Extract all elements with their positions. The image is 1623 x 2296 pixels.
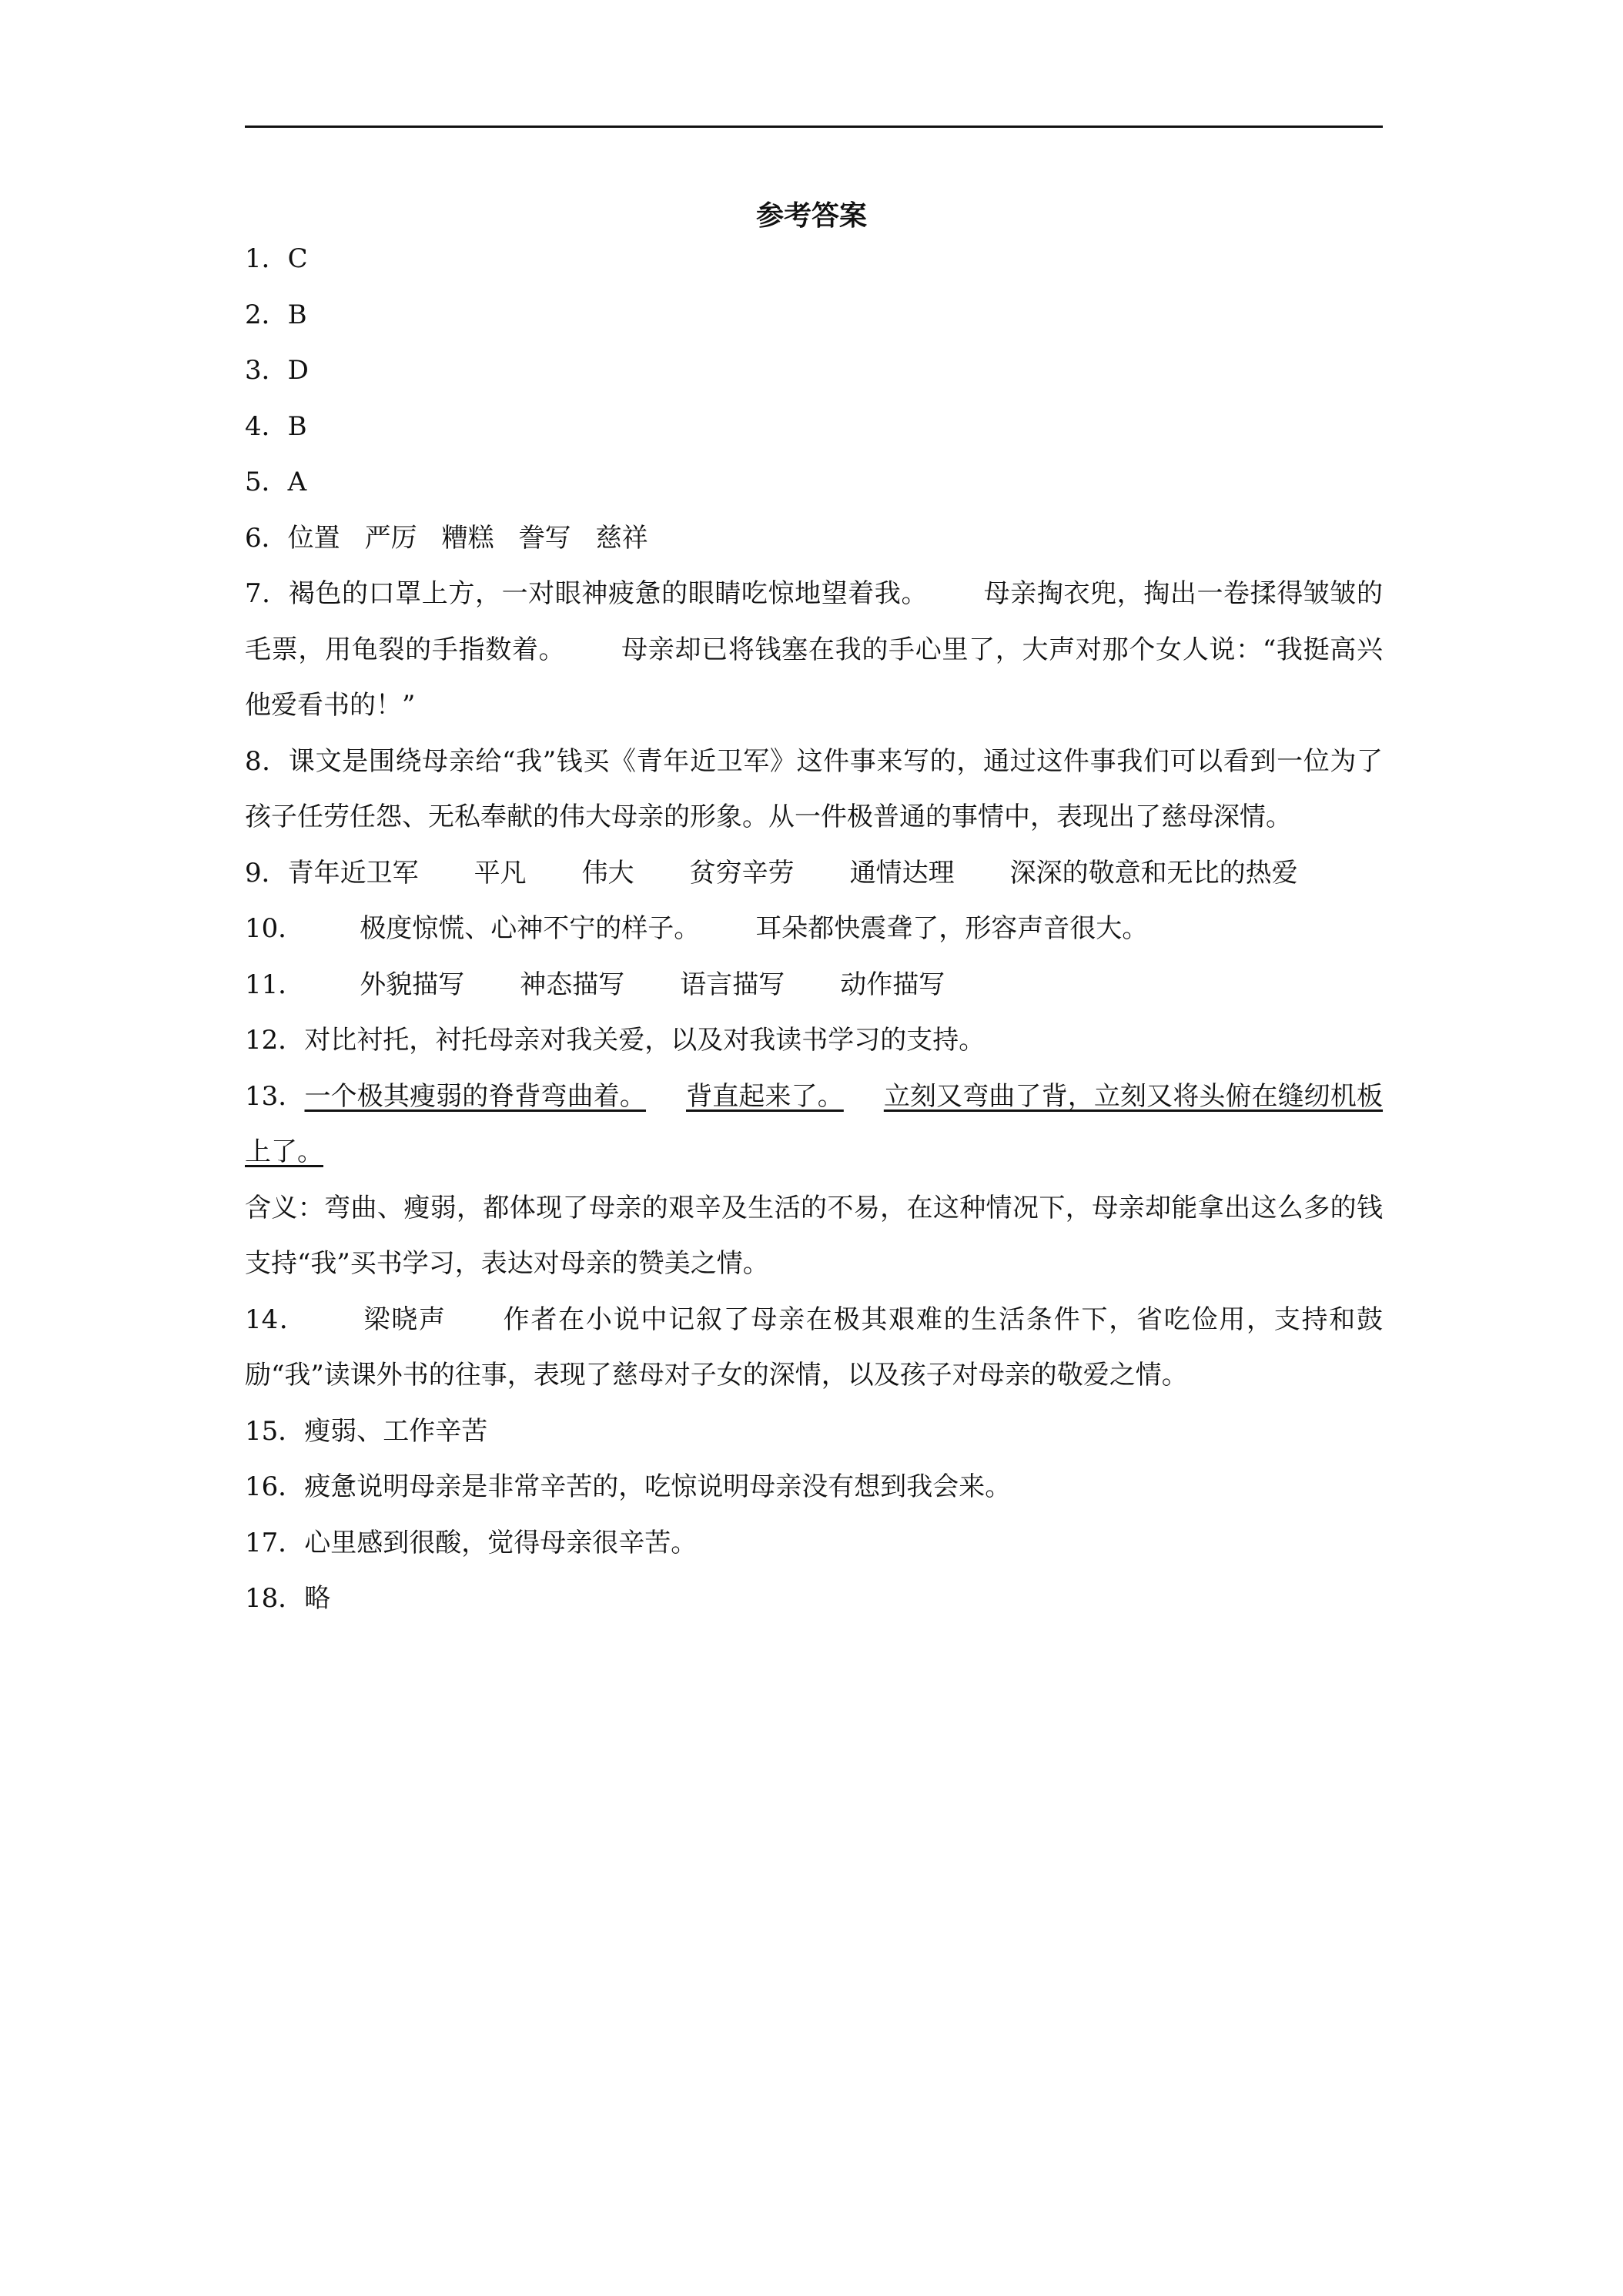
answer-6 (245, 510, 1383, 567)
answer-part: 褐色的口罩上方，一对眼神疲惫的眼睛吃惊地望着我。 (288, 578, 929, 609)
answer-part: 通情达理 (849, 857, 955, 889)
answer-text: D (287, 355, 309, 386)
answer-text: 心里感到很酸，觉得母亲很辛苦。 (304, 1527, 698, 1558)
answer-text: 对比衬托，衬托母亲对我关爱，以及对我读书学习的支持。 (304, 1025, 986, 1056)
answer-text: 课文是围绕母亲给“我”钱买《青年近卫军》这件事来写的，通过这件事我们可以看到一位为了孩子任劳任怨、无私奉献的伟大母亲的形象。从一件极普通的事情中，表现出了慈母深情。 (245, 745, 1383, 832)
answer-number: 14． (245, 1304, 307, 1335)
answer-text: 瘦弱、工作辛苦 (304, 1415, 488, 1447)
header-rule (245, 126, 1383, 128)
answer-text: 疲惫说明母亲是非常辛苦的，吃惊说明母亲没有想到我会来。 (304, 1471, 1012, 1502)
answer-13 (245, 1069, 1383, 1180)
answer-2 (245, 287, 1383, 343)
answer-part: 贫穷辛劳 (689, 857, 795, 889)
answer-12 (245, 1012, 1383, 1069)
answer-part: 耳朵都快震聋了，形容声音很大。 (755, 913, 1149, 944)
answer-part: 立刻又弯曲了背，立刻又将头俯在缝纫机板上了。 (245, 1080, 1384, 1167)
answer-16 (245, 1459, 1383, 1515)
answer-9 (245, 845, 1383, 902)
answer-text: B (287, 410, 307, 442)
answer-part: 极度惊慌、心神不宁的样子。 (360, 913, 701, 944)
answer-text: A (287, 467, 307, 497)
answer-13-meaning: 含义：弯曲、瘦弱，都体现了母亲的艰辛及生活的不易，在这种情况下，母亲却能拿出这么多的钱支持“我”买书学习，表达对母亲的赞美之情。 (245, 1192, 1383, 1279)
answer-8 (245, 734, 1383, 845)
answer-text: C (287, 243, 308, 274)
answer-4 (245, 399, 1383, 455)
answer-5 (245, 454, 1383, 510)
answer-11 (245, 957, 1383, 1013)
answer-number: 10． (245, 913, 305, 944)
answer-17 (245, 1515, 1383, 1571)
answer-number: 12． (245, 1025, 305, 1056)
answer-part: 母亲却已将钱塞在我的手心里了，大声对那个女人说：“我挺高兴他爱看书的！” (245, 634, 1383, 721)
answer-15 (245, 1404, 1383, 1460)
answer-part: 背直起来了。 (686, 1080, 844, 1112)
answer-10 (245, 901, 1383, 957)
answer-part: 作者在小说中记叙了母亲在极其艰难的生活条件下，省吃俭用，支持和鼓励“我”读课外书的往事，表现了慈母对子女的深情，以及孩子对母亲的敬爱之情。 (245, 1304, 1384, 1391)
answer-number: 9． (245, 857, 288, 889)
answer-18 (245, 1571, 1383, 1627)
answer-3 (245, 343, 1383, 399)
answer-part: 慈祥 (595, 522, 648, 554)
page-title: 参考答案 (755, 199, 867, 232)
answer-part: 母亲掏衣兜，掏出一卷揉得皱皱的毛票，用龟裂的手指数着。 (245, 578, 1384, 665)
answer-part: 誊写 (518, 522, 571, 554)
answer-part: 神态描写 (520, 969, 625, 1000)
answer-7 (245, 566, 1383, 734)
answer-part: 梁晓声 (362, 1304, 447, 1335)
answer-number: 4． (245, 410, 288, 442)
answer-part: 语言描写 (680, 969, 785, 1000)
answer-number: 16． (245, 1471, 305, 1502)
answer-part: 青年近卫军 (287, 857, 419, 889)
answer-number: 15． (245, 1415, 305, 1447)
answer-part: 平凡 (474, 857, 527, 889)
answer-part: 伟大 (581, 857, 634, 889)
answer-number: 8． (245, 745, 289, 777)
answer-14 (245, 1292, 1383, 1404)
answer-number: 18． (245, 1583, 305, 1614)
answer-part: 位置 (287, 522, 340, 554)
answer-part: 动作描写 (840, 969, 945, 1000)
answer-number: 3． (245, 355, 288, 386)
answer-part: 深深的敬意和无比的热爱 (1009, 857, 1298, 889)
answer-list (245, 231, 1383, 1627)
answer-number: 17． (245, 1527, 305, 1558)
answer-number: 7． (245, 578, 289, 609)
answer-text: 略 (304, 1583, 331, 1614)
answer-part: 糟糕 (441, 522, 494, 554)
answer-number: 1． (245, 243, 288, 274)
answer-1 (245, 231, 1383, 287)
answer-number: 5． (245, 467, 288, 497)
answer-number: 6． (245, 522, 288, 554)
answer-number: 13． (245, 1080, 305, 1112)
answer-text: B (287, 299, 307, 330)
answer-part: 一个极其瘦弱的脊背弯曲着。 (304, 1080, 647, 1112)
answer-number: 2． (245, 299, 288, 330)
answer-part: 严厉 (364, 522, 417, 554)
answer-part: 外貌描写 (360, 969, 465, 1000)
answer-number: 11． (245, 969, 305, 1000)
